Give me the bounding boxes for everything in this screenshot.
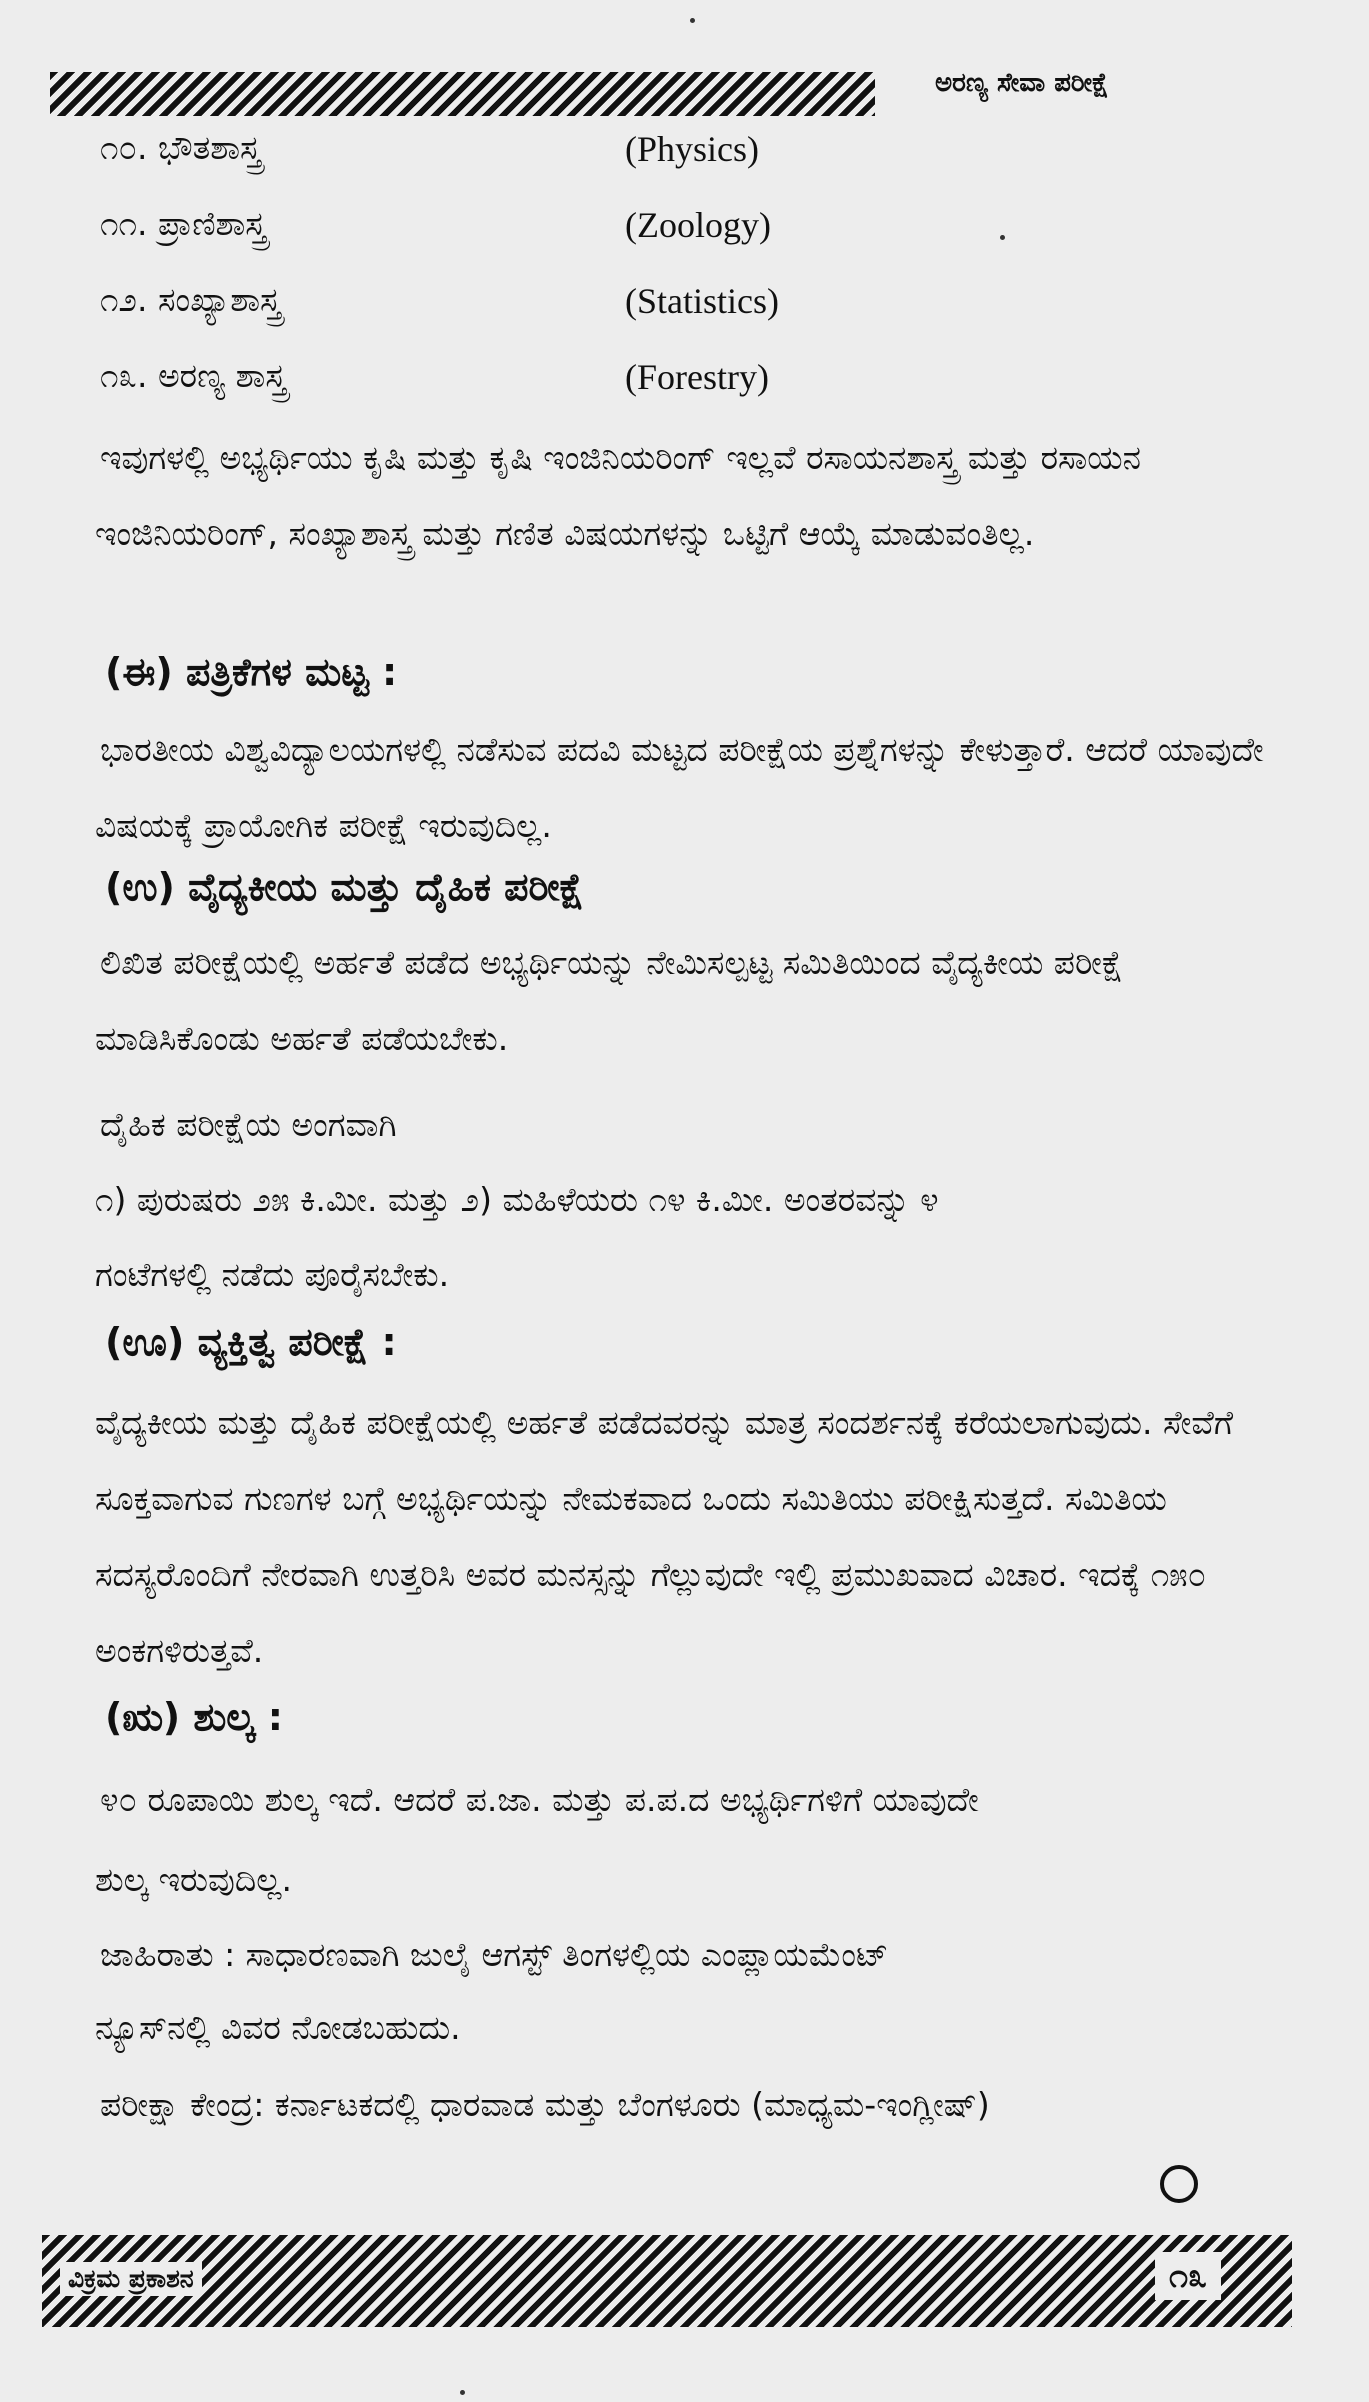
subject-name: ೧೨. ಸಂಖ್ಯಾಶಾಸ್ತ್ರ xyxy=(100,280,282,319)
section-heading-personality: (ಊ) ವ್ಯಕ್ತಿತ್ವ ಪರೀಕ್ಷೆ : xyxy=(105,1320,397,1364)
section-heading-papers: (ಈ) ಪತ್ರಿಕೆಗಳ ಮಟ್ಟ : xyxy=(105,650,398,694)
advertisement-line-2: ನ್ಯೂಸ್‌ನಲ್ಲಿ ವಿವರ ನೋಡಬಹುದು. xyxy=(95,2008,461,2047)
footer-hatch-band xyxy=(42,2235,1292,2327)
speck xyxy=(1000,235,1005,240)
physical-line-2: ಗಂಟೆಗಳಲ್ಲಿ ನಡೆದು ಪೂರೈಸಬೇಕು. xyxy=(95,1255,450,1294)
medical-body: ಲಿಖಿತ ಪರೀಕ್ಷೆಯಲ್ಲಿ ಅರ್ಹತೆ ಪಡೆದ ಅಭ್ಯರ್ಥಿಯನ್ನು ನೇಮಿಸಲ್ಪಟ್ಟ ಸಮಿತಿಯಿಂದ ವೈದ್ಯಕೀಯ ಪರೀಕ್ಷೆ ಮಾಡಿಸಿಕೊಂಡು ಅರ್ಹತೆ ಪಡೆಯಬೇಕು. xyxy=(95,943,1124,1058)
papers-body: ಭಾರತೀಯ ವಿಶ್ವವಿದ್ಯಾಲಯಗಳಲ್ಲಿ ನಡೆಸುವ ಪದವಿ ಮಟ್ಟದ ಪರೀಕ್ಷೆಯ ಪ್ರಶ್ನೆಗಳನ್ನು ಕೇಳುತ್ತಾರೆ. ಆದರೆ ಯಾವುದೇ ವಿಷಯಕ್ಕೆ ಪ್ರಾಯೋಗಿಕ ಪರೀಕ್ಷೆ ಇರುವುದಿಲ್ಲ. xyxy=(95,730,1264,845)
section-heading-medical: (ಉ) ವೈದ್ಯಕೀಯ ಮತ್ತು ದೈಹಿಕ ಪರೀಕ್ಷೆ xyxy=(105,865,585,909)
subject-english: (Physics) xyxy=(625,129,759,169)
exam-centre-line: ಪರೀಕ್ಷಾ ಕೇಂದ್ರ: ಕರ್ನಾಟಕದಲ್ಲಿ ಧಾರವಾಡ ಮತ್ತು ಬೆಂಗಳೂರು (ಮಾಧ್ಯಮ-ಇಂಗ್ಲೀಷ್) xyxy=(100,2085,990,2124)
subject-name: ೧೧. ಪ್ರಾಣಿಶಾಸ್ತ್ರ xyxy=(100,204,267,243)
subject-english: (Forestry) xyxy=(625,357,769,397)
page-number: ೧೩ xyxy=(1155,2252,1221,2300)
subject-english: (Statistics) xyxy=(625,281,779,321)
physical-line-1: ೧) ಪುರುಷರು ೨೫ ಕಿ.ಮೀ. ಮತ್ತು ೨) ಮಹಿಳೆಯರು ೧೪ ಕಿ.ಮೀ. ಅಂತರವನ್ನು ೪ xyxy=(95,1180,939,1219)
subject-name: ೧೩. ಅರಣ್ಯ ಶಾಸ್ತ್ರ xyxy=(100,356,287,395)
restriction-note: ಇವುಗಳಲ್ಲಿ ಅಭ್ಯರ್ಥಿಯು ಕೃಷಿ ಮತ್ತು ಕೃಷಿ ಇಂಜಿನಿಯರಿಂಗ್ ಇಲ್ಲವೆ ರಸಾಯನಶಾಸ್ತ್ರ ಮತ್ತು ರಸಾಯನ ಇಂಜಿನಿಯರಿಂಗ್, ಸಂಖ್ಯಾಶಾಸ್ತ್ರ ಮತ್ತು ಗಣಿತ ವಿಷಯಗಳನ್ನು ಒಟ್ಟಿಗೆ ಆಯ್ಕೆ ಮಾಡುವಂತಿಲ್ಲ. xyxy=(95,438,1141,553)
header-hatch-band xyxy=(50,72,875,116)
end-mark-circle-icon xyxy=(1160,2165,1198,2203)
section-heading-fee: (ಋ) ಶುಲ್ಕ : xyxy=(105,1695,283,1739)
running-head: ಅರಣ್ಯ ಸೇವಾ ಪರೀಕ್ಷೆ xyxy=(935,68,1109,98)
physical-intro: ದೈಹಿಕ ಪರೀಕ್ಷೆಯ ಅಂಗವಾಗಿ xyxy=(100,1105,397,1144)
fee-line-2: ಶುಲ್ಕ ಇರುವುದಿಲ್ಲ. xyxy=(95,1860,293,1899)
fee-line-1: ೪೦ ರೂಪಾಯಿ ಶುಲ್ಕ ಇದೆ. ಆದರೆ ಪ.ಜಾ. ಮತ್ತು ಪ.ಪ.ದ ಅಭ್ಯರ್ಥಿಗಳಿಗೆ ಯಾವುದೇ xyxy=(100,1780,979,1819)
speck xyxy=(460,2390,465,2395)
publisher-name: ವಿಕ್ರಮ ಪ್ರಕಾಶನ xyxy=(60,2262,202,2296)
speck xyxy=(690,18,695,23)
subject-english: (Zoology) xyxy=(625,205,771,245)
subject-name: ೧೦. ಭೌತಶಾಸ್ತ್ರ xyxy=(100,128,262,167)
personality-body: ವೈದ್ಯಕೀಯ ಮತ್ತು ದೈಹಿಕ ಪರೀಕ್ಷೆಯಲ್ಲಿ ಅರ್ಹತೆ ಪಡೆದವರನ್ನು ಮಾತ್ರ ಸಂದರ್ಶನಕ್ಕೆ ಕರೆಯಲಾಗುವುದು. ಸೇವೆಗೆ ಸೂಕ್ತವಾಗುವ ಗುಣಗಳ ಬಗ್ಗೆ ಅಭ್ಯರ್ಥಿಯನ್ನು ನೇಮಕವಾದ ಒಂದು ಸಮಿತಿಯು ಪರೀಕ್ಷಿಸುತ್ತದೆ. ಸಮಿತಿಯ ಸದಸ್ಯರೊಂದಿಗೆ ನೇರವಾಗಿ ಉತ್ತರಿಸಿ ಅವರ ಮನಸ್ಸನ್ನು ಗೆಲ್ಲುವುದೇ ಇಲ್ಲಿ ಪ್ರಮುಖವಾದ ವಿಚಾರ. ಇದಕ್ಕೆ ೧೫೦ ಅಂಕಗಳಿರುತ್ತವೆ. xyxy=(95,1403,1234,1670)
advertisement-line-1: ಜಾಹಿರಾತು : ಸಾಧಾರಣವಾಗಿ ಜುಲೈ ಆಗಸ್ಟ್ ತಿಂಗಳಲ್ಲಿಯ ಎಂಪ್ಲಾಯಮೆಂಟ್ xyxy=(100,1935,889,1974)
